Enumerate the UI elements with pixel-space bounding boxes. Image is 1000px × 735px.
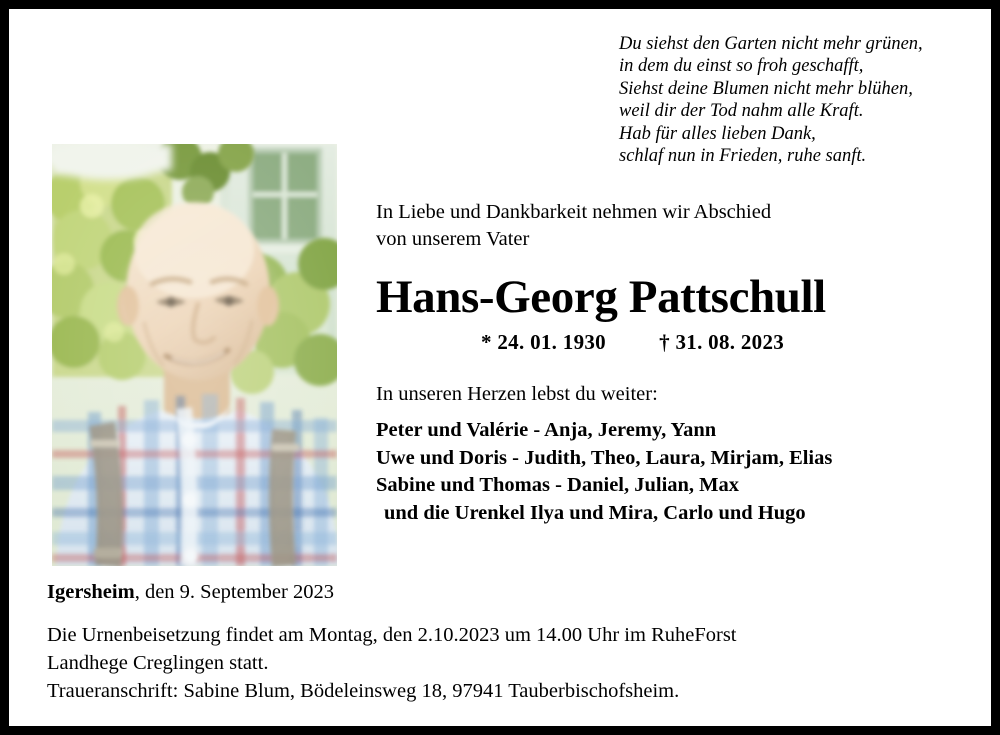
survivors-list: [376, 417, 991, 527]
birth-date: 24. 01. 1930: [497, 330, 606, 354]
survivor-line-4: und die Urenkel Ilya und Mira, Carlo und Hugo: [384, 501, 806, 524]
place-name: Igersheim: [47, 581, 135, 603]
funeral-line-2: Landhege Creglingen statt.: [47, 652, 269, 674]
poem-line-2: in dem du einst so froh geschafft,: [619, 56, 864, 77]
condolence-address: Traueranschrift: Sabine Blum, Bödeleinsweg 18, 97941 Tauberbischofsheim.: [47, 680, 680, 702]
poem-line-4: weil dir der Tod nahm alle Kraft.: [619, 101, 864, 122]
intro-text: [376, 199, 991, 253]
place-and-date: [47, 579, 977, 605]
poem-line-1: Du siehst den Garten nicht mehr grünen,: [619, 34, 923, 54]
poem-line-5: Hab für alles lieben Dank,: [619, 123, 816, 144]
bottom-block: [47, 579, 977, 705]
life-dates: [376, 330, 991, 355]
intro-line-1: In Liebe und Dankbarkeit nehmen wir Abschied: [376, 201, 772, 223]
funeral-line-1: Die Urnenbeisetzung findet am Montag, den 2.10.2023 um 14.00 Uhr im RuheForst: [47, 624, 737, 646]
death-date: 31. 08. 2023: [675, 330, 785, 354]
deceased-name: Hans-Georg Pattschull: [376, 271, 826, 323]
survivors-heading: In unseren Herzen lebst du weiter:: [376, 383, 658, 405]
survivor-line-2: Uwe und Doris - Judith, Theo, Laura, Mirjam, Elias: [376, 446, 833, 469]
memorial-poem: [619, 33, 991, 167]
obituary-inner: [9, 9, 991, 726]
main-text-block: [376, 199, 991, 527]
portrait-illustration: [52, 144, 337, 566]
place-date-rest: , den 9. September 2023: [134, 581, 334, 603]
birth-symbol: *: [481, 330, 492, 354]
portrait-photo: [52, 144, 337, 566]
death-symbol: †: [659, 330, 670, 354]
intro-line-2: von unserem Vater: [376, 228, 530, 250]
survivor-line-1: Peter und Valérie - Anja, Jeremy, Yann: [376, 419, 717, 441]
funeral-details: [47, 621, 977, 705]
poem-line-3: Siehst deine Blumen nicht mehr blühen,: [619, 78, 913, 99]
poem-line-6: schlaf nun in Frieden, ruhe sanft.: [619, 146, 867, 167]
survivor-line-3: Sabine und Thomas - Daniel, Julian, Max: [376, 474, 740, 496]
